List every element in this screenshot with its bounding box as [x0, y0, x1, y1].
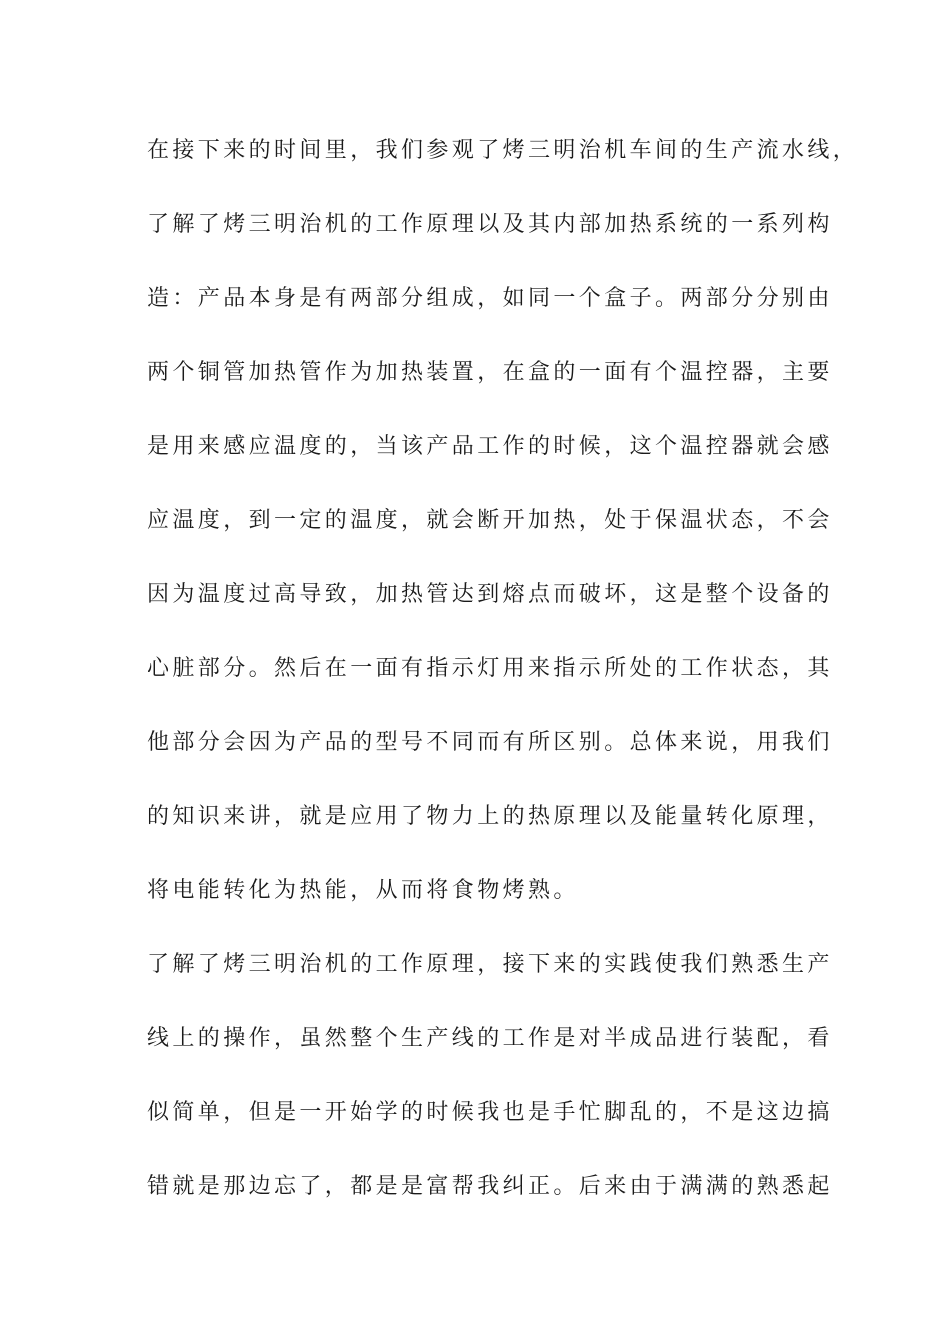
body-text	[147, 126, 859, 1236]
text-line: 他部分会因为产品的型号不同而有所区别。总体来说，用我们	[147, 730, 833, 755]
text-line: 错就是那边忘了，都是是富帮我纠正。后来由于满满的熟悉起	[147, 1174, 833, 1199]
text-line: 将电能转化为热能，从而将食物烤熟。	[147, 878, 579, 903]
text-line: 在接下来的时间里，我们参观了烤三明治机车间的生产流水线，	[147, 138, 859, 163]
text-line: 两个铜管加热管作为加热装置，在盒的一面有个温控器，主要	[147, 360, 833, 385]
text-line: 因为温度过高导致，加热管达到熔点而破坏，这是整个设备的	[147, 582, 833, 607]
text-line: 是用来感应温度的，当该产品工作的时候，这个温控器就会感	[147, 434, 833, 459]
text-line: 了解了烤三明治机的工作原理以及其内部加热系统的一系列构	[147, 212, 833, 237]
text-line: 线上的操作，虽然整个生产线的工作是对半成品进行装配，看	[147, 1026, 833, 1051]
text-line: 应温度，到一定的温度，就会断开加热，处于保温状态，不会	[147, 508, 833, 533]
text-line: 造：产品本身是有两部分组成，如同一个盒子。两部分分别由	[147, 286, 833, 311]
text-line: 了解了烤三明治机的工作原理，接下来的实践使我们熟悉生产	[147, 952, 833, 977]
text-line: 似简单，但是一开始学的时候我也是手忙脚乱的，不是这边搞	[147, 1100, 833, 1125]
text-line: 心脏部分。然后在一面有指示灯用来指示所处的工作状态，其	[147, 656, 833, 681]
text-line: 的知识来讲，就是应用了物力上的热原理以及能量转化原理，	[147, 804, 833, 829]
